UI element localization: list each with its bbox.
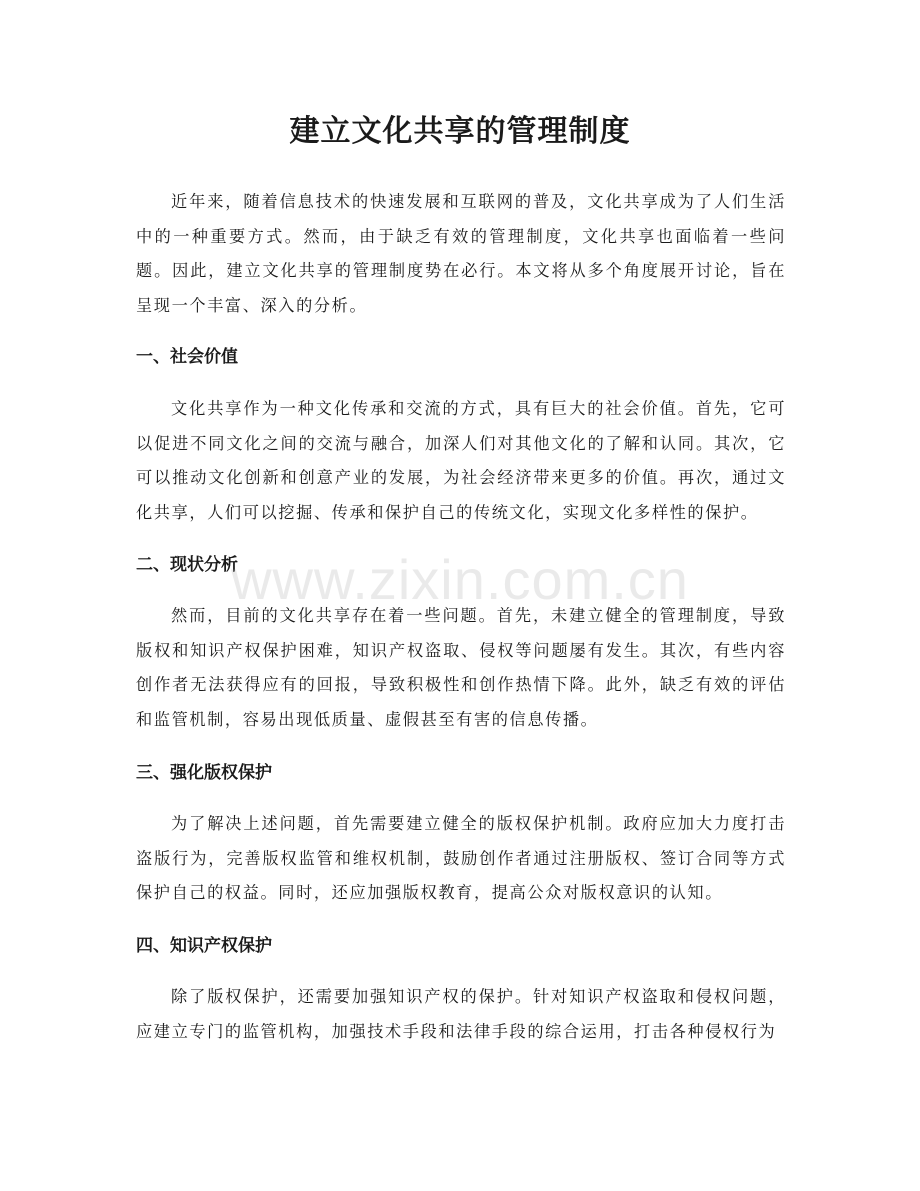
section-heading-status-analysis: 二、现状分析 (136, 555, 238, 575)
section-body-status-analysis: 然而，目前的文化共享存在着一些问题。首先，未建立健全的管理制度，导致版权和知识产权保护困难，知识产权盗取、侵权等问题屡有发生。其次，有些内容创作者无法获得应有的回报，导致积极性和创作热情下降。此外，缺乏有效的评估和监管机制，容易出现低质量、虚假甚至有害的信息传播。 (136, 606, 786, 729)
section-body-copyright: 为了解决上述问题，首先需要建立健全的版权保护机制。政府应加大力度打击盗版行为，完善版权监管和维权机制，鼓励创作者通过注册版权、签订合同等方式保护自己的权益。同时，还应加强版权教育，提高公众对版权意识的认知。 (136, 814, 786, 902)
section-heading-ip-protection: 四、知识产权保护 (136, 936, 272, 956)
section-body-ip-protection: 除了版权保护，还需要加强知识产权的保护。针对知识产权盗取和侵权问题，应建立专门的监管机构，加强技术手段和法律手段的综合运用，打击各种侵权行为 (136, 987, 786, 1041)
section-body-social-value: 文化共享作为一种文化传承和交流的方式，具有巨大的社会价值。首先，它可以促进不同文化之间的交流与融合，加深人们对其他文化的了解和认同。其次，它可以推动文化创新和创意产业的发展，为社会经济带来更多的价值。再次，通过文化共享，人们可以挖掘、传承和保护自己的传统文化，实现文化多样性的保护。 (136, 399, 786, 522)
section-heading-copyright: 三、强化版权保护 (136, 763, 272, 783)
document-title: 建立文化共享的管理制度 (289, 114, 631, 149)
watermark: www.zixin.com.cn (231, 548, 689, 611)
section-heading-social-value: 一、社会价值 (136, 347, 238, 367)
intro-paragraph: 近年来，随着信息技术的快速发展和互联网的普及，文化共享成为了人们生活中的一种重要方式。然而，由于缺乏有效的管理制度，文化共享也面临着一些问题。因此，建立文化共享的管理制度势在必行。本文将从多个角度展开讨论，旨在呈现一个丰富、深入的分析。 (136, 192, 786, 315)
